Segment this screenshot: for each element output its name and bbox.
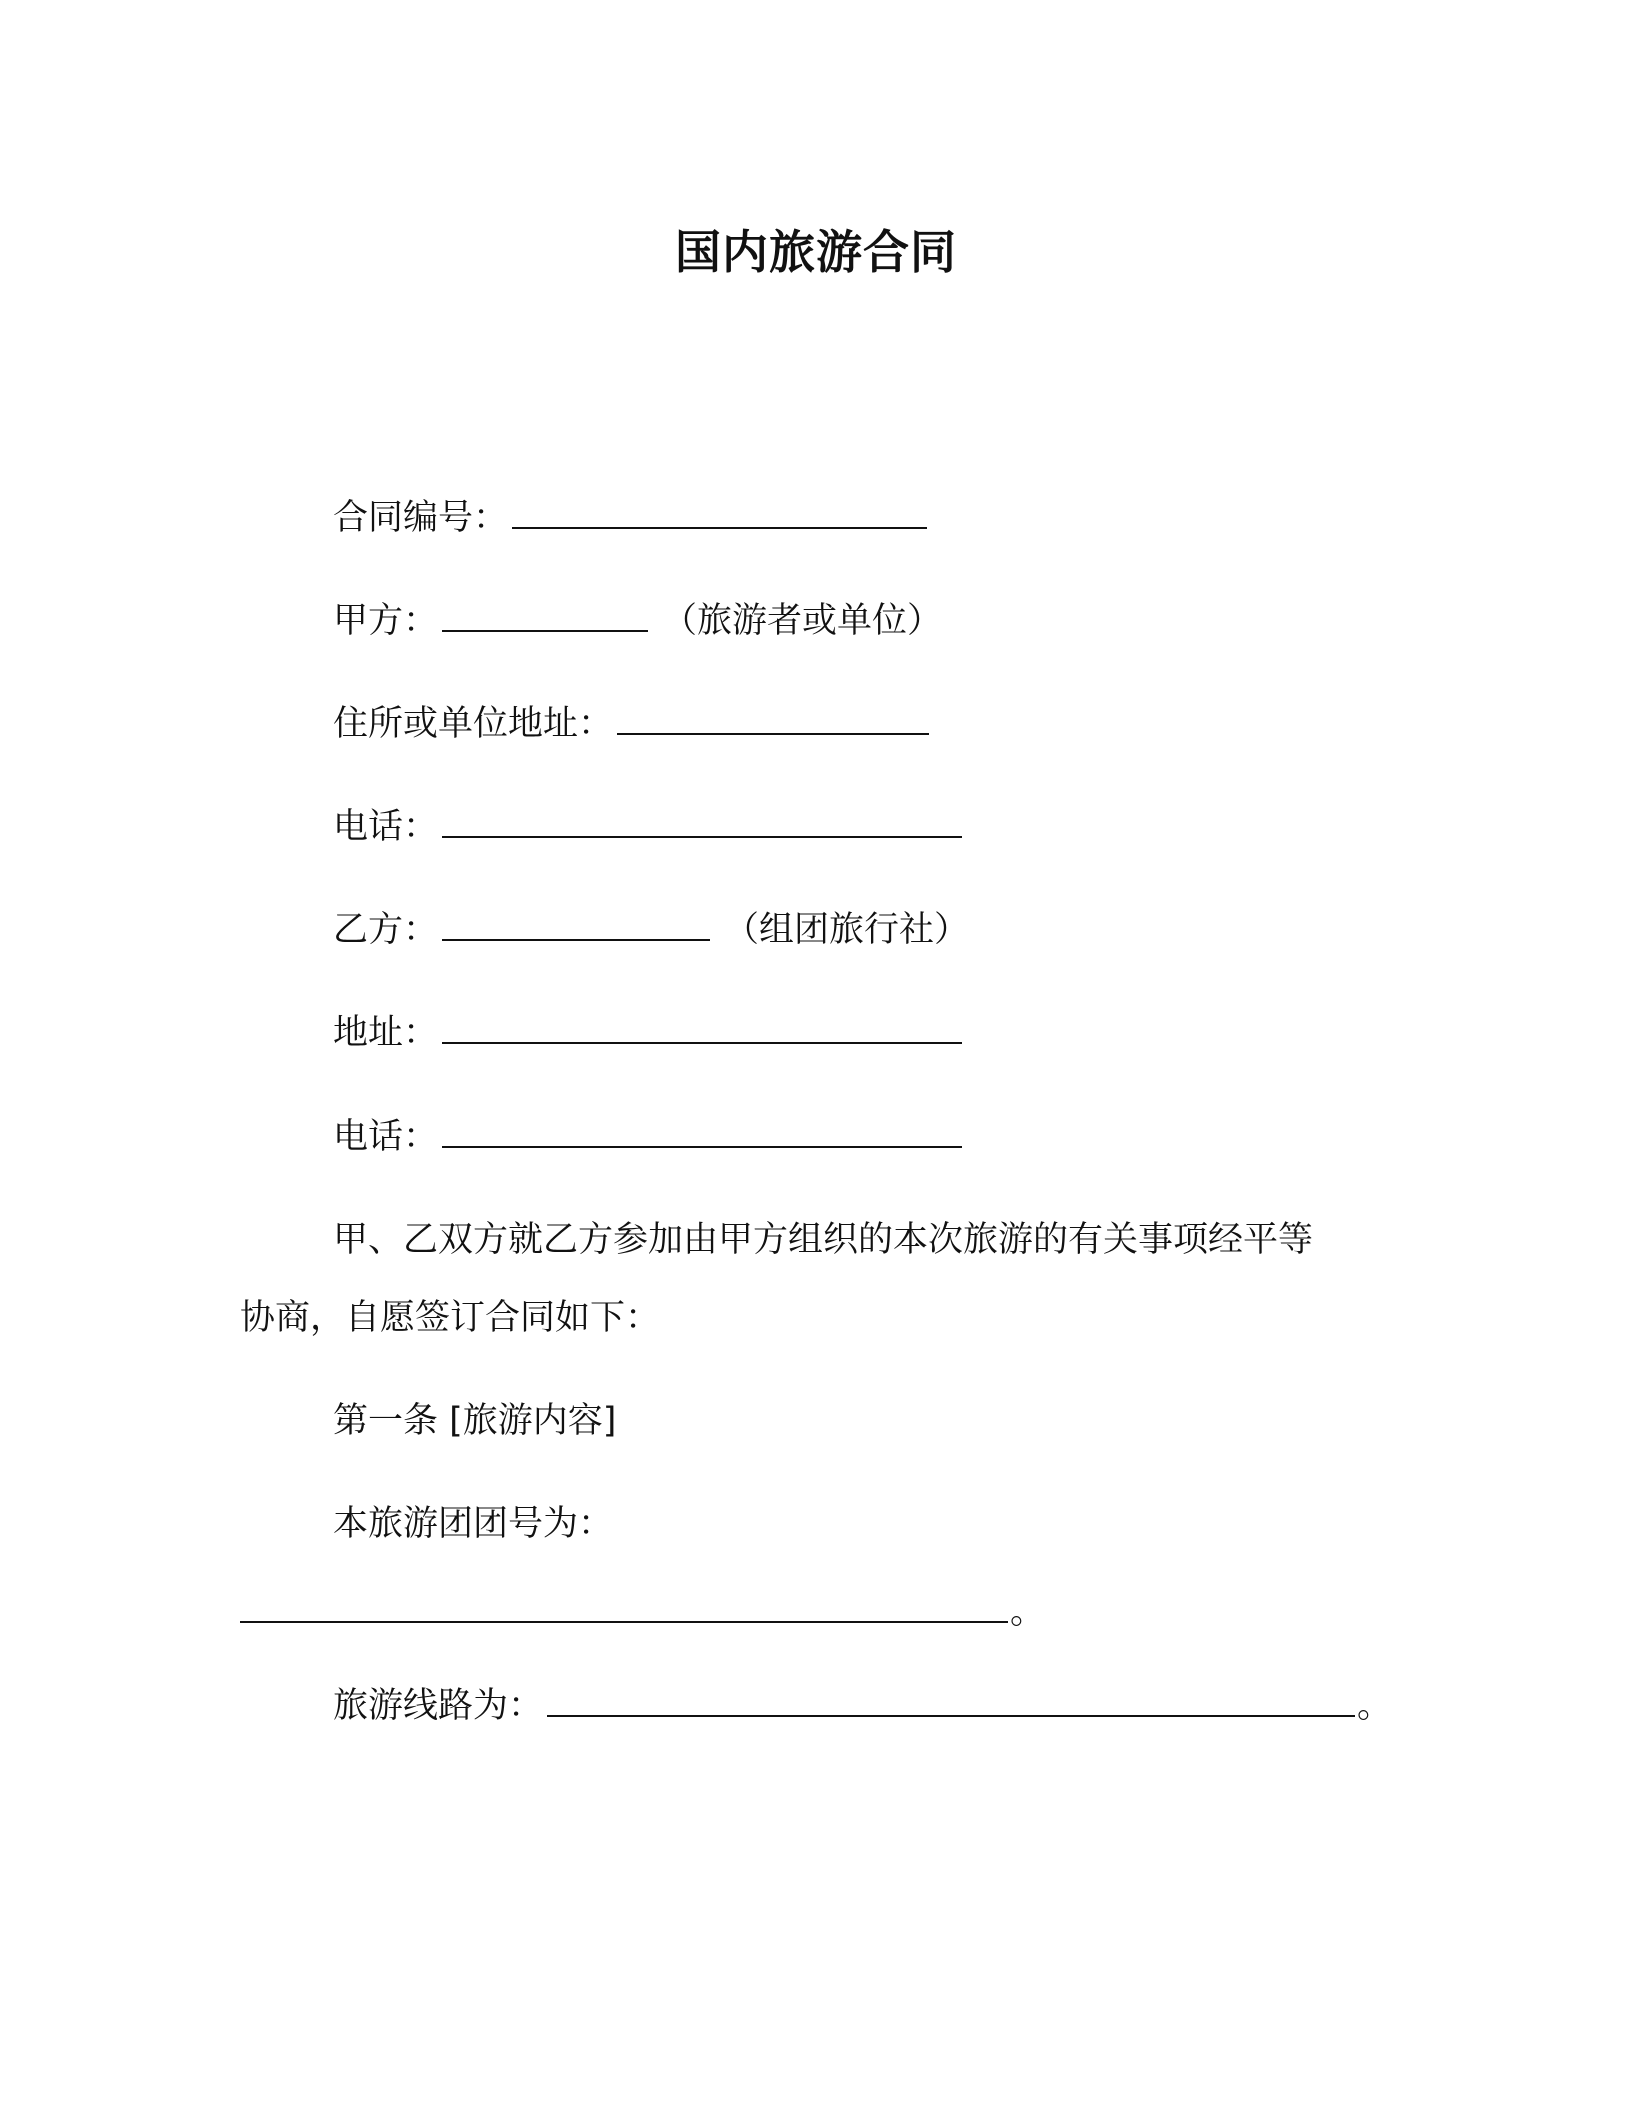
address-b-label: 地址： <box>333 1013 439 1053</box>
tour-group-number-line <box>240 1588 1045 1636</box>
tour-route-line <box>333 1682 1392 1730</box>
party-b-line <box>333 906 969 954</box>
address-a-blank <box>617 709 929 735</box>
intro-paragraph-line-1: 甲、乙双方就乙方参加由甲方组织的本次旅游的有关事项经平等 <box>333 1220 1314 1260</box>
contract-number-label: 合同编号： <box>333 498 509 538</box>
party-b-note: （组团旅行社） <box>724 910 970 950</box>
phone-b-label: 电话： <box>333 1117 439 1157</box>
document-title: 国内旅游合同 <box>675 225 957 279</box>
tour-group-period: 。 <box>1010 1592 1046 1632</box>
address-a-label: 住所或单位地址： <box>333 704 614 744</box>
tour-group-label: 本旅游团团号为： <box>333 1504 614 1544</box>
party-a-blank <box>442 606 648 632</box>
party-a-note: （旅游者或单位） <box>662 601 943 641</box>
party-a-line <box>333 597 942 645</box>
tour-route-label: 旅游线路为： <box>333 1686 544 1726</box>
contract-number-blank <box>512 503 927 529</box>
party-b-label: 乙方： <box>333 910 439 950</box>
party-a-label: 甲方： <box>333 601 439 641</box>
address-b-line <box>333 1009 962 1057</box>
phone-a-label: 电话： <box>333 807 439 847</box>
tour-route-blank <box>547 1691 1355 1717</box>
phone-a-line <box>333 803 962 851</box>
address-b-blank <box>442 1018 962 1044</box>
party-b-blank <box>442 915 710 941</box>
article-1-heading: 第一条 [旅游内容] <box>333 1401 617 1441</box>
address-a-line <box>333 700 929 748</box>
contract-number-line <box>333 494 927 542</box>
phone-a-blank <box>442 812 962 838</box>
intro-paragraph-line-2: 协商，自愿签订合同如下： <box>240 1298 661 1338</box>
tour-group-number-blank <box>240 1597 1008 1623</box>
phone-b-line <box>333 1113 962 1161</box>
tour-route-period: 。 <box>1357 1686 1393 1726</box>
phone-b-blank <box>442 1122 962 1148</box>
